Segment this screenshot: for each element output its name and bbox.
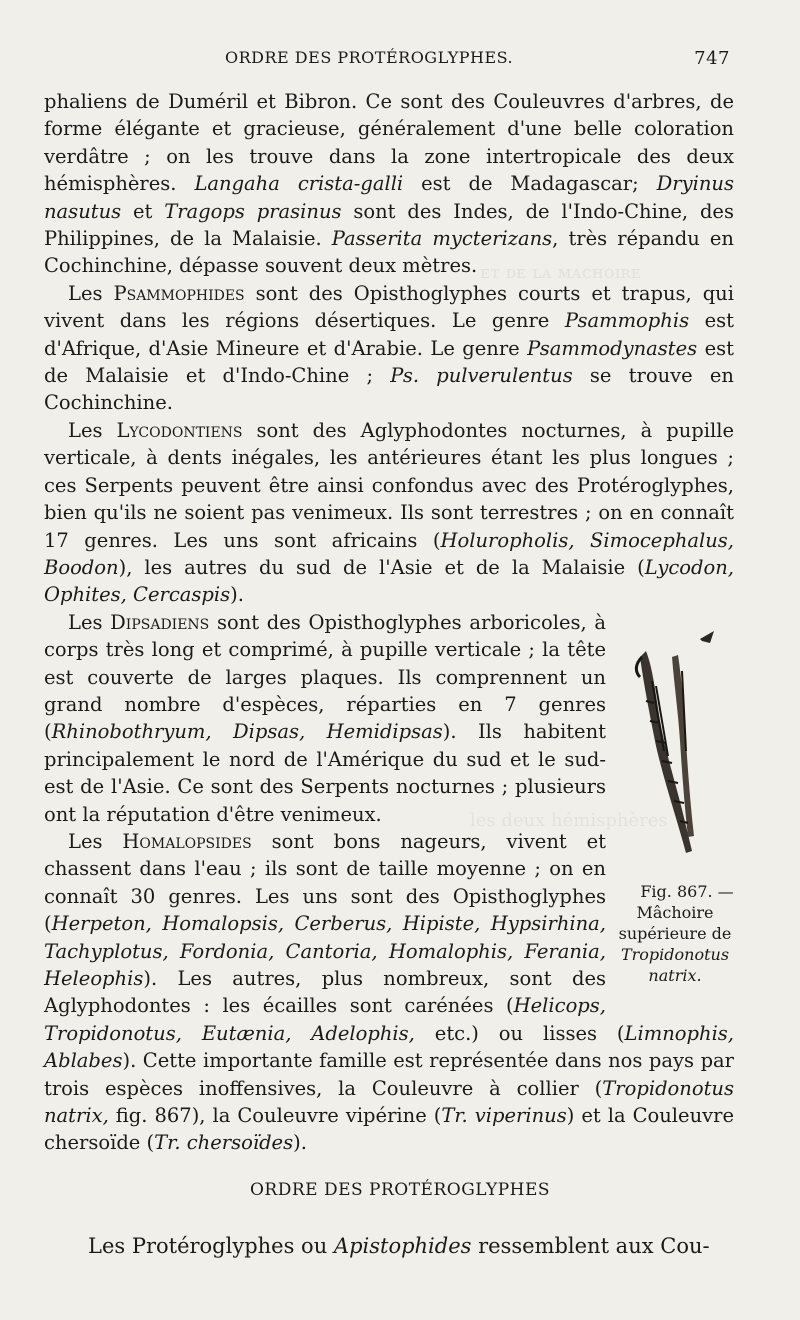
- paragraph-lycodontiens: Les Lycodontiens sont des Aglyphodontes nocturnes, à pupille verticale, à dents inégales, les antérieures étant les plus longues ; ces Serpents peuvent être ainsi confondus avec des Protéroglyphes, bien qu'ils ne soient pas venimeux. Ils sont terrestres ; on en connaît 17 genres. Les uns sont africains (Holuropholis, Simocephalus, Boodon), les autres du sud de l'Asie et de la Malaisie (Lycodon, Ophites, Cercaspis).: [44, 418, 735, 607]
- snake-jaw-illustration: [616, 611, 734, 879]
- paragraph-homalopsides: Les Homalopsides sont bons nageurs, vivent et chassent dans l'eau ; ils sont de taille moyenne ; on en connaît 30 genres. Les uns sont des Opisthoglyphes (Herpeton, Homalopsis, Cerberus, Hipiste, Hypsirhina, Tachyplotus, Fordonia, Cantoria, Homalophis, Ferania, Heleophis). Les autres, plus nombreux, sont des Aglyphodontes : les écailles sont carénées (Helicops, Tropidonotus, Eutænia, Adelophis, etc.) ou lisses (Limnophis, Ablabes). Cette importante famille est représentée dans nos pays par trois espèces inoffensives, la Couleuvre à collier (Tropidonotus natrix, fig. 867), la Couleuvre vipérine (Tr. viperinus) et la Couleuvre chersoïde (Tr. chersoïdes).: [44, 829, 735, 1155]
- body-text: [44, 88, 734, 1157]
- figure-867: [616, 611, 734, 1001]
- section-heading: ORDRE DES PROTÉROGLYPHES: [249, 1180, 551, 1200]
- figure-caption: Fig. 867. — Mâchoire supérieure de Tropidonotus natrix.: [618, 881, 734, 985]
- paragraph-dipsadiens: Fig. 867. — Mâchoire supérieure de Tropidonotus natrix. Les Dipsadiens sont des Opisthoglyphes arboricoles, à corps très long et comprimé, à pupille verticale ; la tête est couverte de larges plaques. Ils comprennent un grand nombre d'espèces, réparties en 7 genres (Rhinobothryum, Dipsas, Hemidipsas). Ils habitent principalement le nord de l'Amérique du sud et le sud-est de l'Asie. Ce sont des Serpents nocturnes ; plusieurs ont la réputation d'être venimeux.: [44, 609, 734, 828]
- running-title: ORDRE DES PROTÉROGLYPHES.: [225, 48, 514, 67]
- show-through-text: ᴇᴛ ᴅᴇ ʟᴀ ᴍᴀᴄʜᴏɪʀᴇ: [480, 262, 641, 283]
- paragraph-psammophides: Les Psammophides sont des Opisthoglyphes courts et trapus, qui vivent dans les régions désertiques. Le genre Psammophis est d'Afrique, d'Asie Mineure et d'Arabie. Le genre Psammodynastes est de Malaisie et d'Indo-Chine ; Ps. pulverulentus se trouve en Cochinchine.: [44, 281, 734, 415]
- paragraph-arboreal-snakes: phaliens de Duméril et Bibron. Ce sont des Couleuvres d'arbres, de forme élégante et gracieuse, généralement d'une belle coloration verdâtre ; on les trouve dans la zone intertropicale des deux hémisphères. Langaha crista-galli est de Madagascar; Dryinus nasutus et Tragops prasinus sont des Indes, de l'Indo-Chine, des Philippines, de la Malaisie. Passerita mycterizans, très répandu en Cochinchine, dépasse souvent deux mètres.: [44, 90, 734, 278]
- show-through-text: les deux hémisphères: [470, 810, 668, 831]
- page-number: 747: [694, 48, 730, 69]
- section-first-line: Les Protéroglyphes ou Apistophides ressemblent aux Cou-: [88, 1234, 710, 1258]
